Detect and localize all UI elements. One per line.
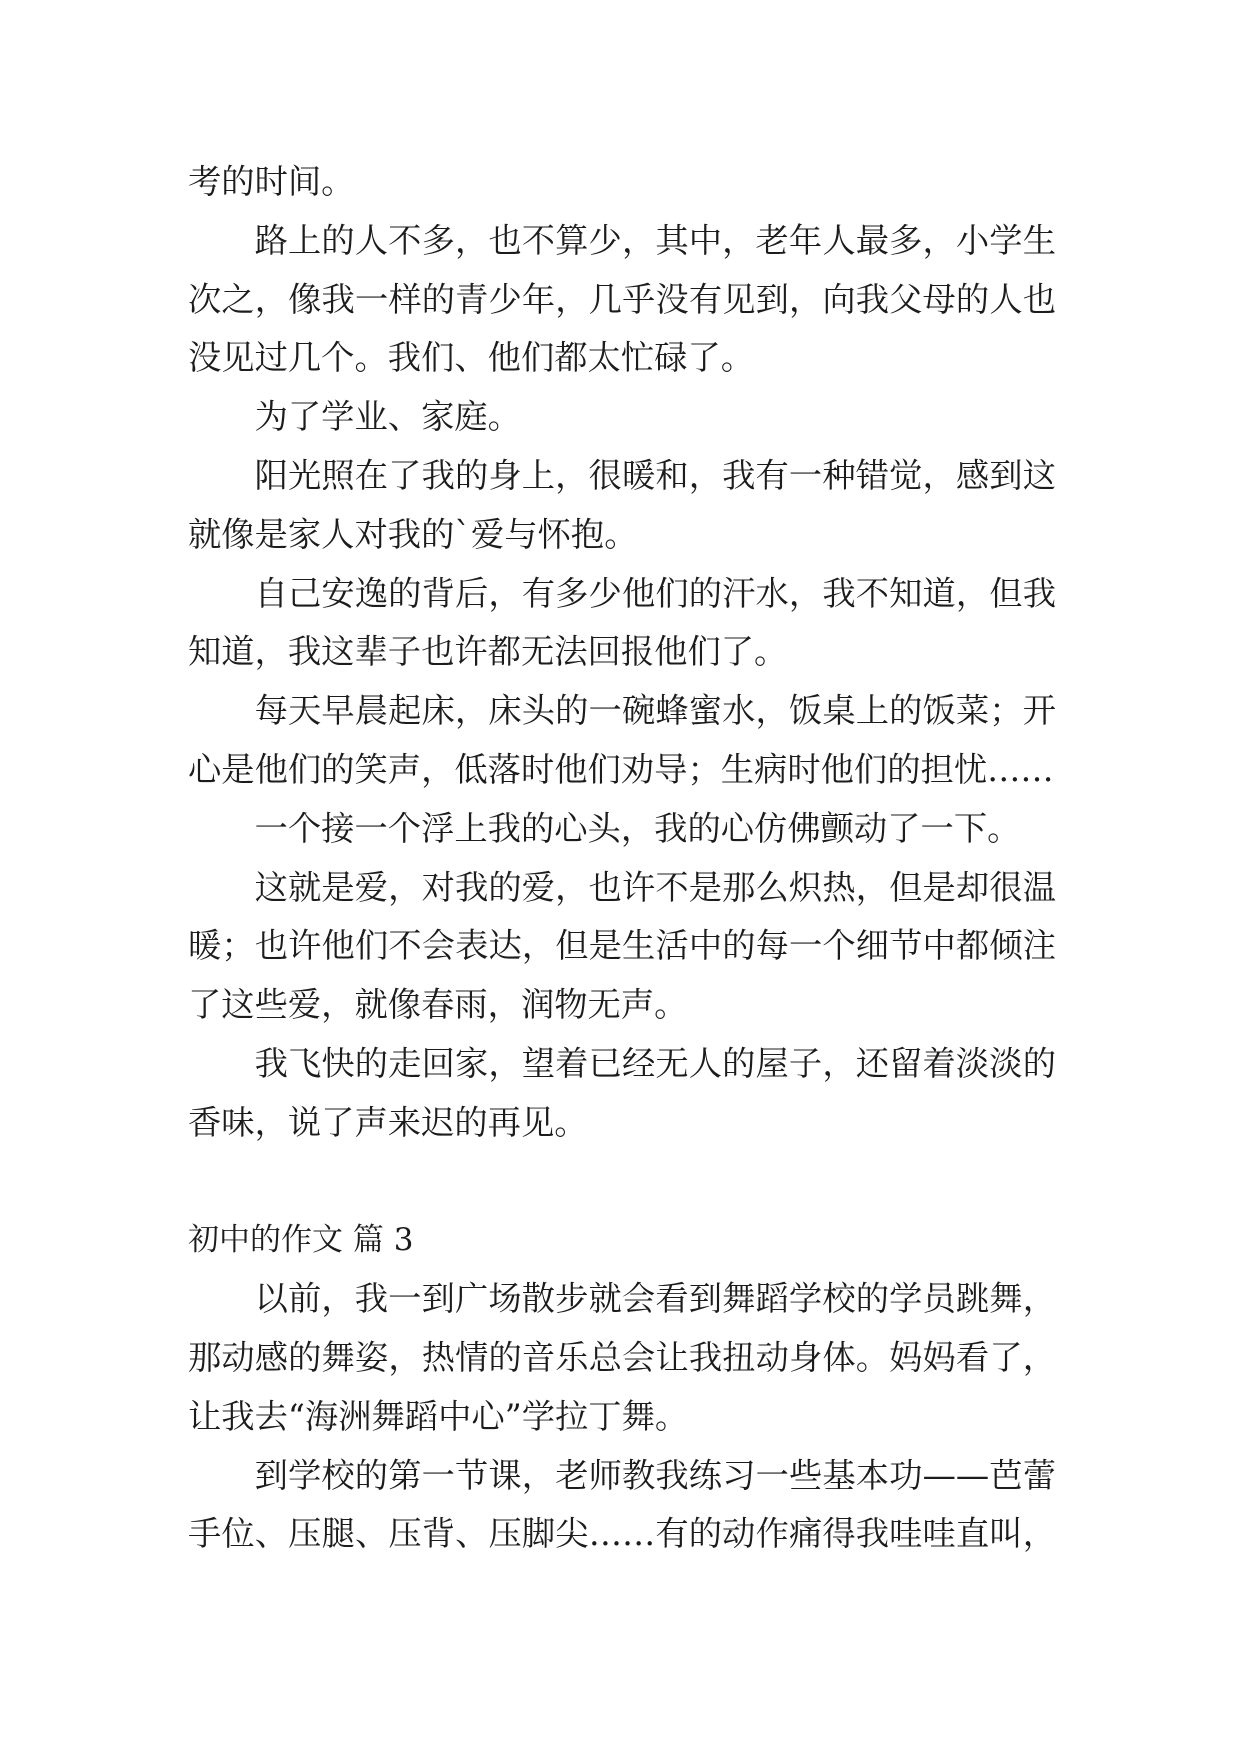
paragraph: [188, 1270, 1056, 1446]
paragraph-line: 到学校的第一节课，老师教我练习一些基本功——芭蕾: [254, 1455, 1056, 1495]
paragraph-line: 以前，我一到广场散步就会看到舞蹈学校的学员跳舞，: [254, 1279, 1056, 1319]
continuation-line: 考的时间。: [188, 162, 355, 201]
paragraph-line: 自己安逸的背后，有多少他们的汗水，我不知道，但我: [254, 573, 1056, 613]
paragraph-line: 让我去“海洲舞蹈中心”学拉丁舞。: [188, 1396, 689, 1436]
paragraph: [188, 1447, 1056, 1565]
paragraph-line: 一个接一个浮上我的心头，我的心仿佛颤动了一下。: [254, 808, 1021, 848]
paragraph-line: 次之，像我一样的青少年，几乎没有见到，向我父母的人也: [188, 279, 1056, 319]
paragraph-line: 路上的人不多，也不算少，其中，老年人最多，小学生: [254, 220, 1056, 260]
paragraph-line: 了这些爱，就像春雨，润物无声。: [188, 985, 688, 1025]
document-body: [188, 153, 1056, 1564]
paragraph-line: 心是他们的笑声，低落时他们劝导；生病时他们的担忧……: [188, 749, 1054, 789]
paragraph-line: 就像是家人对我的`爱与怀抱。: [188, 514, 638, 554]
paragraph-line: 每天早晨起床，床头的一碗蜂蜜水，饭桌上的饭菜；开: [254, 691, 1056, 731]
paragraph: [188, 447, 1056, 565]
section-heading: 初中的作文 篇 3: [188, 1222, 414, 1259]
paragraph-line: 没见过几个。我们、他们都太忙碌了。: [188, 338, 755, 378]
paragraph-line: 香味，说了声来迟的再见。: [188, 1102, 588, 1142]
paragraph: [188, 682, 1056, 800]
paragraph-line: 手位、压腿、压背、压脚尖……有的动作痛得我哇哇直叫，: [188, 1514, 1056, 1554]
paragraph-line: 这就是爱，对我的爱，也许不是那么炽热，但是却很温: [254, 867, 1056, 907]
paragraph: [188, 212, 1056, 388]
paragraph: [188, 1035, 1056, 1153]
paragraph: [188, 859, 1056, 1035]
paragraph-line: 那动感的舞姿，热情的音乐总会让我扭动身体。妈妈看了，: [188, 1337, 1056, 1377]
paragraph: [188, 388, 1056, 447]
paragraph: [188, 565, 1056, 683]
paragraph-line: 知道，我这辈子也许都无法回报他们了。: [188, 632, 788, 672]
paragraph: [188, 800, 1056, 859]
paragraph-line: 阳光照在了我的身上，很暖和，我有一种错觉，感到这: [254, 455, 1056, 495]
paragraph-line: 暖；也许他们不会表达，但是生活中的每一个细节中都倾注: [188, 926, 1056, 966]
paragraph-line: 我飞快的走回家，望着已经无人的屋子，还留着淡淡的: [254, 1043, 1056, 1083]
paragraph-line: 为了学业、家庭。: [254, 397, 521, 437]
